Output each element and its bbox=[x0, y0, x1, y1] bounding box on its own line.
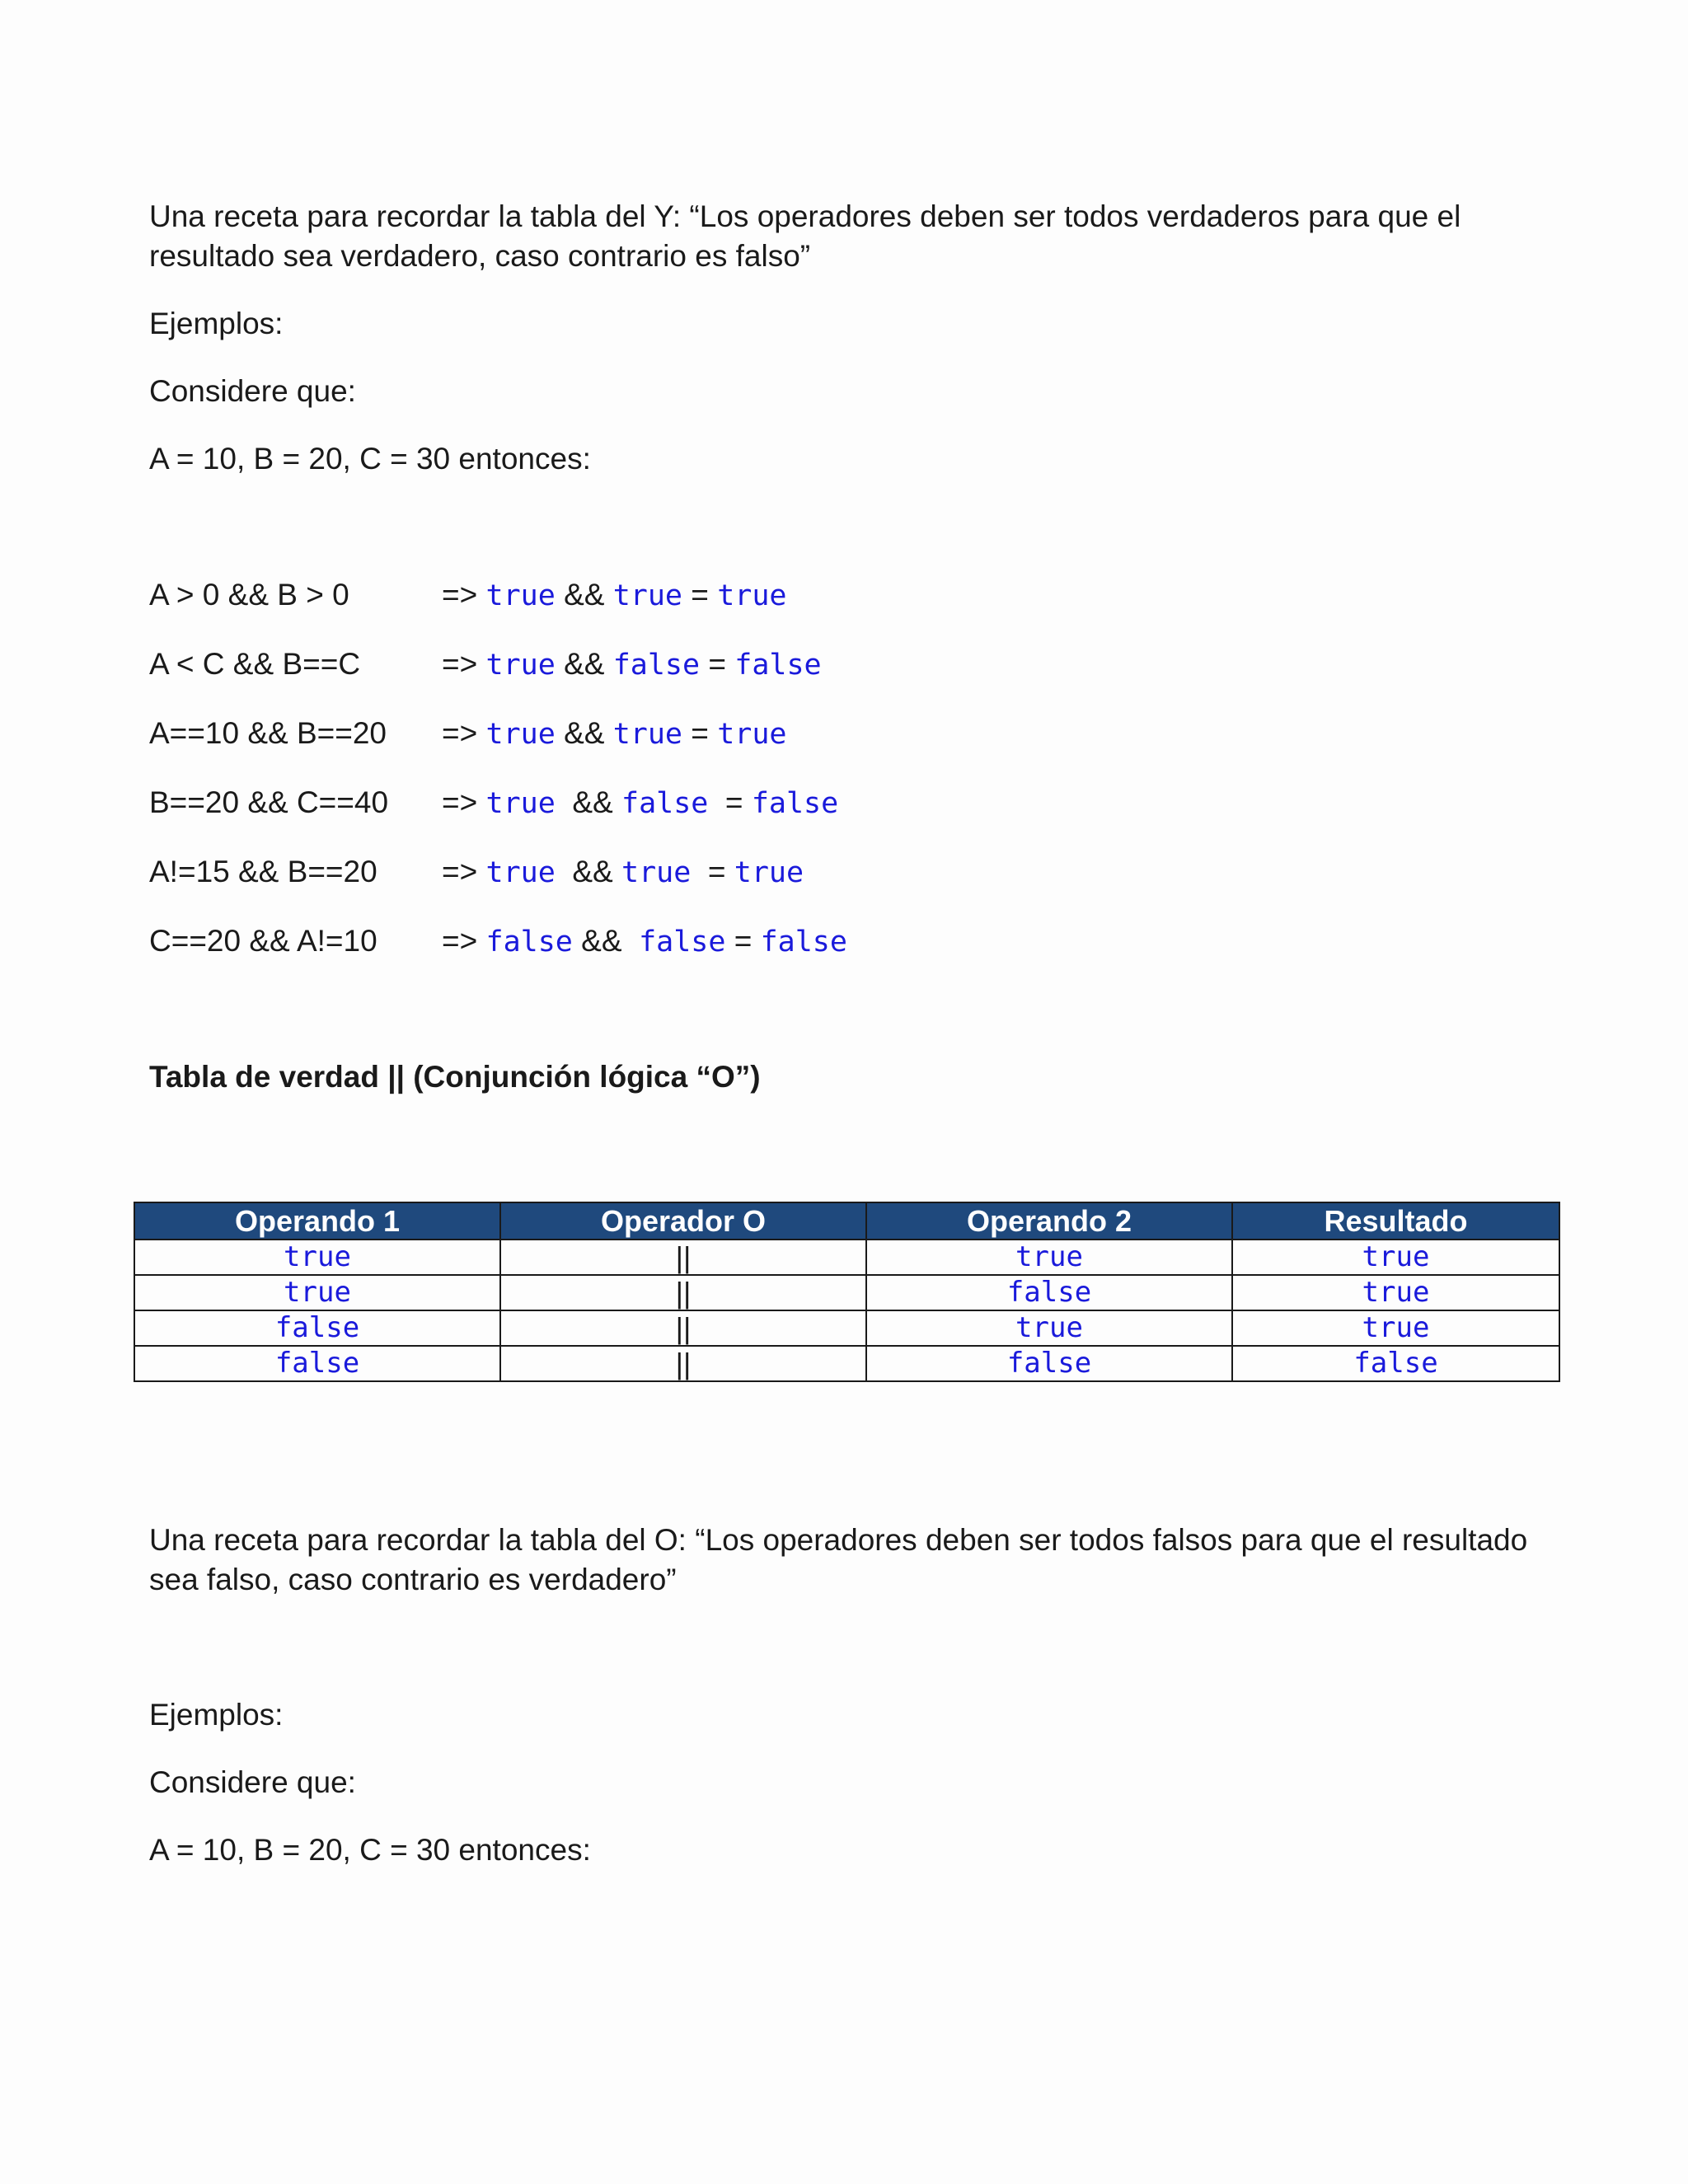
and-examples-label: Ejemplos: bbox=[149, 307, 284, 340]
and-example-row bbox=[149, 574, 1221, 616]
arrow: => bbox=[442, 924, 486, 958]
equals: = bbox=[700, 647, 735, 681]
table-row bbox=[134, 1310, 1559, 1346]
example-expression: A > 0 && B > 0 bbox=[149, 578, 349, 612]
example-expression: B==20 && C==40 bbox=[149, 785, 389, 819]
or-examples-label: Ejemplos: bbox=[149, 1698, 284, 1732]
table-cell: || bbox=[500, 1275, 866, 1310]
equals: = bbox=[708, 785, 752, 819]
table-header-row bbox=[134, 1202, 1559, 1240]
result-value: false bbox=[760, 926, 847, 958]
and-consider-label: Considere que: bbox=[149, 374, 356, 408]
operand-a: true bbox=[485, 649, 556, 682]
column-header-operator: Operador O bbox=[500, 1202, 866, 1240]
and-example-row bbox=[149, 921, 1221, 962]
example-result bbox=[442, 921, 847, 963]
or-consider-label: Considere que: bbox=[149, 1765, 356, 1799]
table-cell: false bbox=[134, 1310, 500, 1346]
equals: = bbox=[682, 716, 718, 750]
table-cell: true bbox=[1232, 1275, 1559, 1310]
operator: && bbox=[555, 855, 621, 888]
and-example-row bbox=[149, 644, 1221, 685]
operand-b: true bbox=[612, 718, 683, 751]
equals: = bbox=[691, 855, 734, 888]
operand-b: false bbox=[639, 926, 726, 958]
example-result bbox=[442, 644, 822, 686]
operand-b: false bbox=[621, 787, 709, 820]
operator: && bbox=[572, 924, 640, 958]
operand-a: true bbox=[485, 718, 556, 751]
table-cell: true bbox=[134, 1275, 500, 1310]
column-header-result: Resultado bbox=[1232, 1202, 1559, 1240]
example-result bbox=[442, 713, 786, 755]
operand-b: true bbox=[612, 579, 683, 612]
operator: && bbox=[555, 785, 621, 819]
arrow: => bbox=[442, 647, 486, 681]
table-cell: true bbox=[866, 1240, 1232, 1275]
table-cell: || bbox=[500, 1310, 866, 1346]
example-result bbox=[442, 574, 786, 616]
or-section-heading: Tabla de verdad || (Conjunción lógica “O”) bbox=[149, 1060, 761, 1094]
table-cell: false bbox=[1232, 1346, 1559, 1381]
arrow: => bbox=[442, 716, 486, 750]
operand-b: true bbox=[621, 856, 692, 889]
table-row bbox=[134, 1275, 1559, 1310]
equals: = bbox=[682, 578, 718, 612]
result-value: false bbox=[734, 649, 822, 682]
operand-a: true bbox=[485, 787, 556, 820]
result-value: true bbox=[734, 856, 804, 889]
and-recipe-line-2: resultado sea verdadero, caso contrario es falso” bbox=[149, 239, 811, 273]
operand-a: true bbox=[485, 579, 556, 612]
table-cell: false bbox=[866, 1275, 1232, 1310]
example-expression: A < C && B==C bbox=[149, 647, 361, 681]
arrow: => bbox=[442, 785, 486, 819]
result-value: true bbox=[717, 718, 787, 751]
example-expression: C==20 && A!=10 bbox=[149, 924, 377, 958]
result-value: true bbox=[717, 579, 787, 612]
table-cell: true bbox=[1232, 1240, 1559, 1275]
or-recipe-line-2: sea falso, caso contrario es verdadero” bbox=[149, 1563, 677, 1596]
operand-a: false bbox=[485, 926, 573, 958]
arrow: => bbox=[442, 855, 486, 888]
and-example-row bbox=[149, 713, 1221, 754]
or-recipe-line-1: Una receta para recordar la tabla del O: “Los operadores deben ser todos falsos para que el resultado bbox=[149, 1523, 1528, 1557]
equals: = bbox=[725, 924, 761, 958]
and-recipe-line-1: Una receta para recordar la tabla del Y: “Los operadores deben ser todos verdaderos para que el bbox=[149, 199, 1461, 233]
table-cell: || bbox=[500, 1346, 866, 1381]
operator: && bbox=[555, 578, 613, 612]
result-value: false bbox=[751, 787, 839, 820]
table-cell: true bbox=[866, 1310, 1232, 1346]
table-cell: true bbox=[134, 1240, 500, 1275]
example-expression: A==10 && B==20 bbox=[149, 716, 387, 750]
example-expression: A!=15 && B==20 bbox=[149, 855, 377, 888]
table-row bbox=[134, 1240, 1559, 1275]
column-header-operand-2: Operando 2 bbox=[866, 1202, 1232, 1240]
operand-a: true bbox=[485, 856, 556, 889]
or-assignment: A = 10, B = 20, C = 30 entonces: bbox=[149, 1833, 591, 1867]
or-truth-table bbox=[134, 1202, 1560, 1382]
arrow: => bbox=[442, 578, 486, 612]
operand-b: false bbox=[612, 649, 701, 682]
table-row bbox=[134, 1346, 1559, 1381]
and-example-row bbox=[149, 851, 1221, 893]
column-header-operand-1: Operando 1 bbox=[134, 1202, 500, 1240]
and-example-row bbox=[149, 782, 1221, 823]
operator: && bbox=[555, 716, 613, 750]
table-cell: true bbox=[1232, 1310, 1559, 1346]
table-cell: false bbox=[866, 1346, 1232, 1381]
example-result bbox=[442, 782, 838, 824]
and-assignment: A = 10, B = 20, C = 30 entonces: bbox=[149, 442, 591, 476]
example-result bbox=[442, 851, 804, 893]
table-cell: false bbox=[134, 1346, 500, 1381]
table-cell: || bbox=[500, 1240, 866, 1275]
operator: && bbox=[555, 647, 613, 681]
